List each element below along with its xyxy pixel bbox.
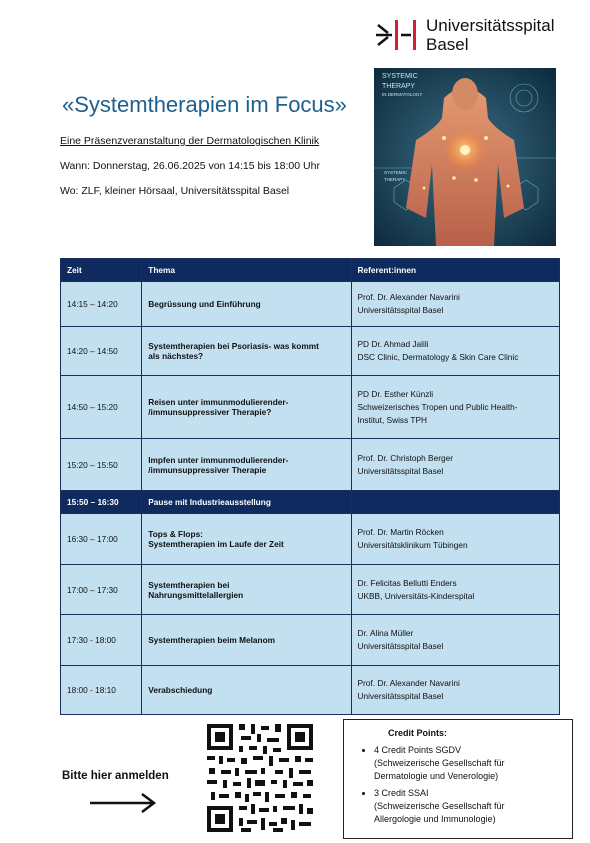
- speaker-line: Schweizerisches Tropen und Public Health-: [357, 401, 518, 412]
- topic-line: Systemtherapien bei Psoriasis- was kommt: [148, 341, 319, 351]
- speaker-line: Dr. Felicitas Bellutti Enders: [357, 577, 457, 588]
- table-row: [61, 282, 560, 327]
- row-speaker: [351, 327, 560, 376]
- row-topic: [142, 282, 351, 327]
- speaker-line: Universitätsspital Basel: [357, 465, 444, 476]
- speaker-line: Universitätsklinikum Tübingen: [357, 540, 468, 550]
- event-date: Wann: Donnerstag, 26.06.2025 von 14:15 bis 18:00 Uhr: [60, 160, 320, 172]
- speaker-line: UKBB, Universitäts-Kinderspital: [357, 590, 475, 601]
- event-subtitle: Eine Präsenzveranstaltung der Dermatologischen Klinik: [60, 135, 320, 147]
- header-time: Zeit: [61, 259, 142, 282]
- hero-image: [374, 68, 556, 246]
- credits-list: [354, 744, 505, 830]
- row-time: 15:20 – 15:50: [61, 439, 142, 491]
- row-speaker: [351, 514, 560, 565]
- table-row: [61, 327, 560, 376]
- row-topic: [142, 666, 351, 715]
- hero-text-2: THERAPY: [382, 83, 416, 90]
- speaker-line: Institut, Swiss TPH: [357, 414, 427, 425]
- speaker-line: Dr. Alina Müller: [357, 628, 414, 638]
- topic-line: Nahrungsmittelallergien: [148, 589, 244, 600]
- logo-mark-icon: [374, 18, 420, 52]
- topic-line: als nächstes?: [148, 351, 204, 361]
- speaker-line: PD Dr. Ahmad Jalili: [357, 339, 429, 349]
- logo-name-line2: Basel: [426, 35, 469, 54]
- logo-name-line1: Universitätsspital: [426, 16, 555, 35]
- speaker-line: Prof. Dr. Alexander Navarini: [357, 678, 460, 688]
- hero-text-3: IN DERMATOLOGY: [382, 92, 423, 97]
- pause-row: [61, 491, 560, 514]
- logo-text: [426, 16, 555, 54]
- table-row: [61, 565, 560, 615]
- row-time: 18:00 - 18:10: [61, 666, 142, 715]
- topic-line: /immunsuppressiver Therapie: [148, 464, 267, 475]
- arrow-right-icon: [88, 790, 158, 816]
- registration-label: Bitte hier anmelden: [62, 770, 169, 782]
- row-time: 14:15 – 14:20: [61, 282, 142, 327]
- speaker-line: Prof. Dr. Alexander Navarini: [357, 292, 460, 302]
- speaker-line: Universitätsspital Basel: [357, 305, 444, 315]
- row-time: 16:30 – 17:00: [61, 514, 142, 565]
- row-topic: [142, 565, 351, 615]
- row-topic: [142, 376, 351, 439]
- speaker-line: Universitätsspital Basel: [357, 691, 444, 701]
- row-time: 17:00 – 17:30: [61, 565, 142, 615]
- hero-text-5: THERAPY: [384, 177, 406, 182]
- credit-line: (Schweizerische Gesellschaft für: [374, 758, 505, 768]
- topic-line: Reisen unter immunmodulierender-: [148, 397, 289, 407]
- credit-line: • 4 Credit Points SGDV: [374, 745, 462, 755]
- table-row: [61, 615, 560, 666]
- event-location: Wo: ZLF, kleiner Hörsaal, Universitätsspital Basel: [60, 185, 290, 197]
- row-topic: [142, 327, 351, 376]
- row-topic: [142, 514, 351, 565]
- table-row: [61, 666, 560, 715]
- speaker-line: DSC Clinic, Dermatology & Skin Care Clinic: [357, 352, 519, 362]
- credit-line: Allergologie und Immunologie): [374, 814, 496, 824]
- topic-line: Verabschiedung: [148, 685, 213, 695]
- row-topic: [142, 615, 351, 666]
- speaker-line: Universitätsspital Basel: [357, 641, 444, 651]
- row-speaker: [351, 439, 560, 491]
- topic-line: Tops & Flops:: [148, 529, 203, 539]
- credit-item: [374, 744, 505, 783]
- hospital-logo: [374, 14, 584, 56]
- page-title: «Systemtherapien im Focus»: [62, 92, 347, 117]
- credit-points-box: [343, 719, 573, 839]
- credit-line: Dermatologie und Venerologie): [374, 771, 499, 781]
- row-time: 17:30 - 18:00: [61, 615, 142, 666]
- row-time: 14:20 – 14:50: [61, 327, 142, 376]
- row-topic: [142, 439, 351, 491]
- topic-line: Systemtherapien beim Melanom: [148, 635, 276, 645]
- table-header-row: [61, 259, 560, 282]
- row-speaker: [351, 615, 560, 666]
- row-speaker: [351, 565, 560, 615]
- speaker-line: Prof. Dr. Christoph Berger: [357, 452, 453, 463]
- topic-line: Begrüssung und Einführung: [148, 299, 261, 309]
- credit-line: • 3 Credit SSAI: [374, 788, 429, 798]
- registration-qr-code[interactable]: [205, 722, 315, 834]
- pause-topic: Pause mit Industrieausstellung: [142, 491, 351, 514]
- speaker-line: PD Dr. Esther Künzli: [357, 388, 434, 399]
- hero-text-4: SYSTEMIC: [384, 170, 408, 175]
- row-speaker: [351, 376, 560, 439]
- row-time: 14:50 – 15:20: [61, 376, 142, 439]
- speaker-line: Prof. Dr. Martin Röcken: [357, 527, 444, 537]
- table-row: [61, 376, 560, 439]
- header-topic: Thema: [142, 259, 351, 282]
- hero-text-1: SYSTEMIC: [382, 73, 418, 80]
- row-speaker: [351, 666, 560, 715]
- credit-line: (Schweizerische Gesellschaft für: [374, 801, 505, 811]
- schedule-table: [60, 258, 560, 715]
- credits-title: Credit Points:: [388, 728, 448, 738]
- header-speaker: Referent:innen: [351, 259, 560, 282]
- credit-item: [374, 787, 505, 826]
- row-speaker: [351, 282, 560, 327]
- topic-line: Systemtherapien im Laufe der Zeit: [148, 539, 284, 549]
- table-row: [61, 514, 560, 565]
- topic-line: Impfen unter immunmodulierender-: [148, 454, 289, 465]
- pause-empty: [351, 491, 560, 514]
- topic-line: Systemtherapien bei: [148, 579, 230, 590]
- pause-time: 15:50 – 16:30: [61, 491, 142, 514]
- topic-line: /immunsuppressiver Therapie?: [148, 407, 272, 417]
- table-row: [61, 439, 560, 491]
